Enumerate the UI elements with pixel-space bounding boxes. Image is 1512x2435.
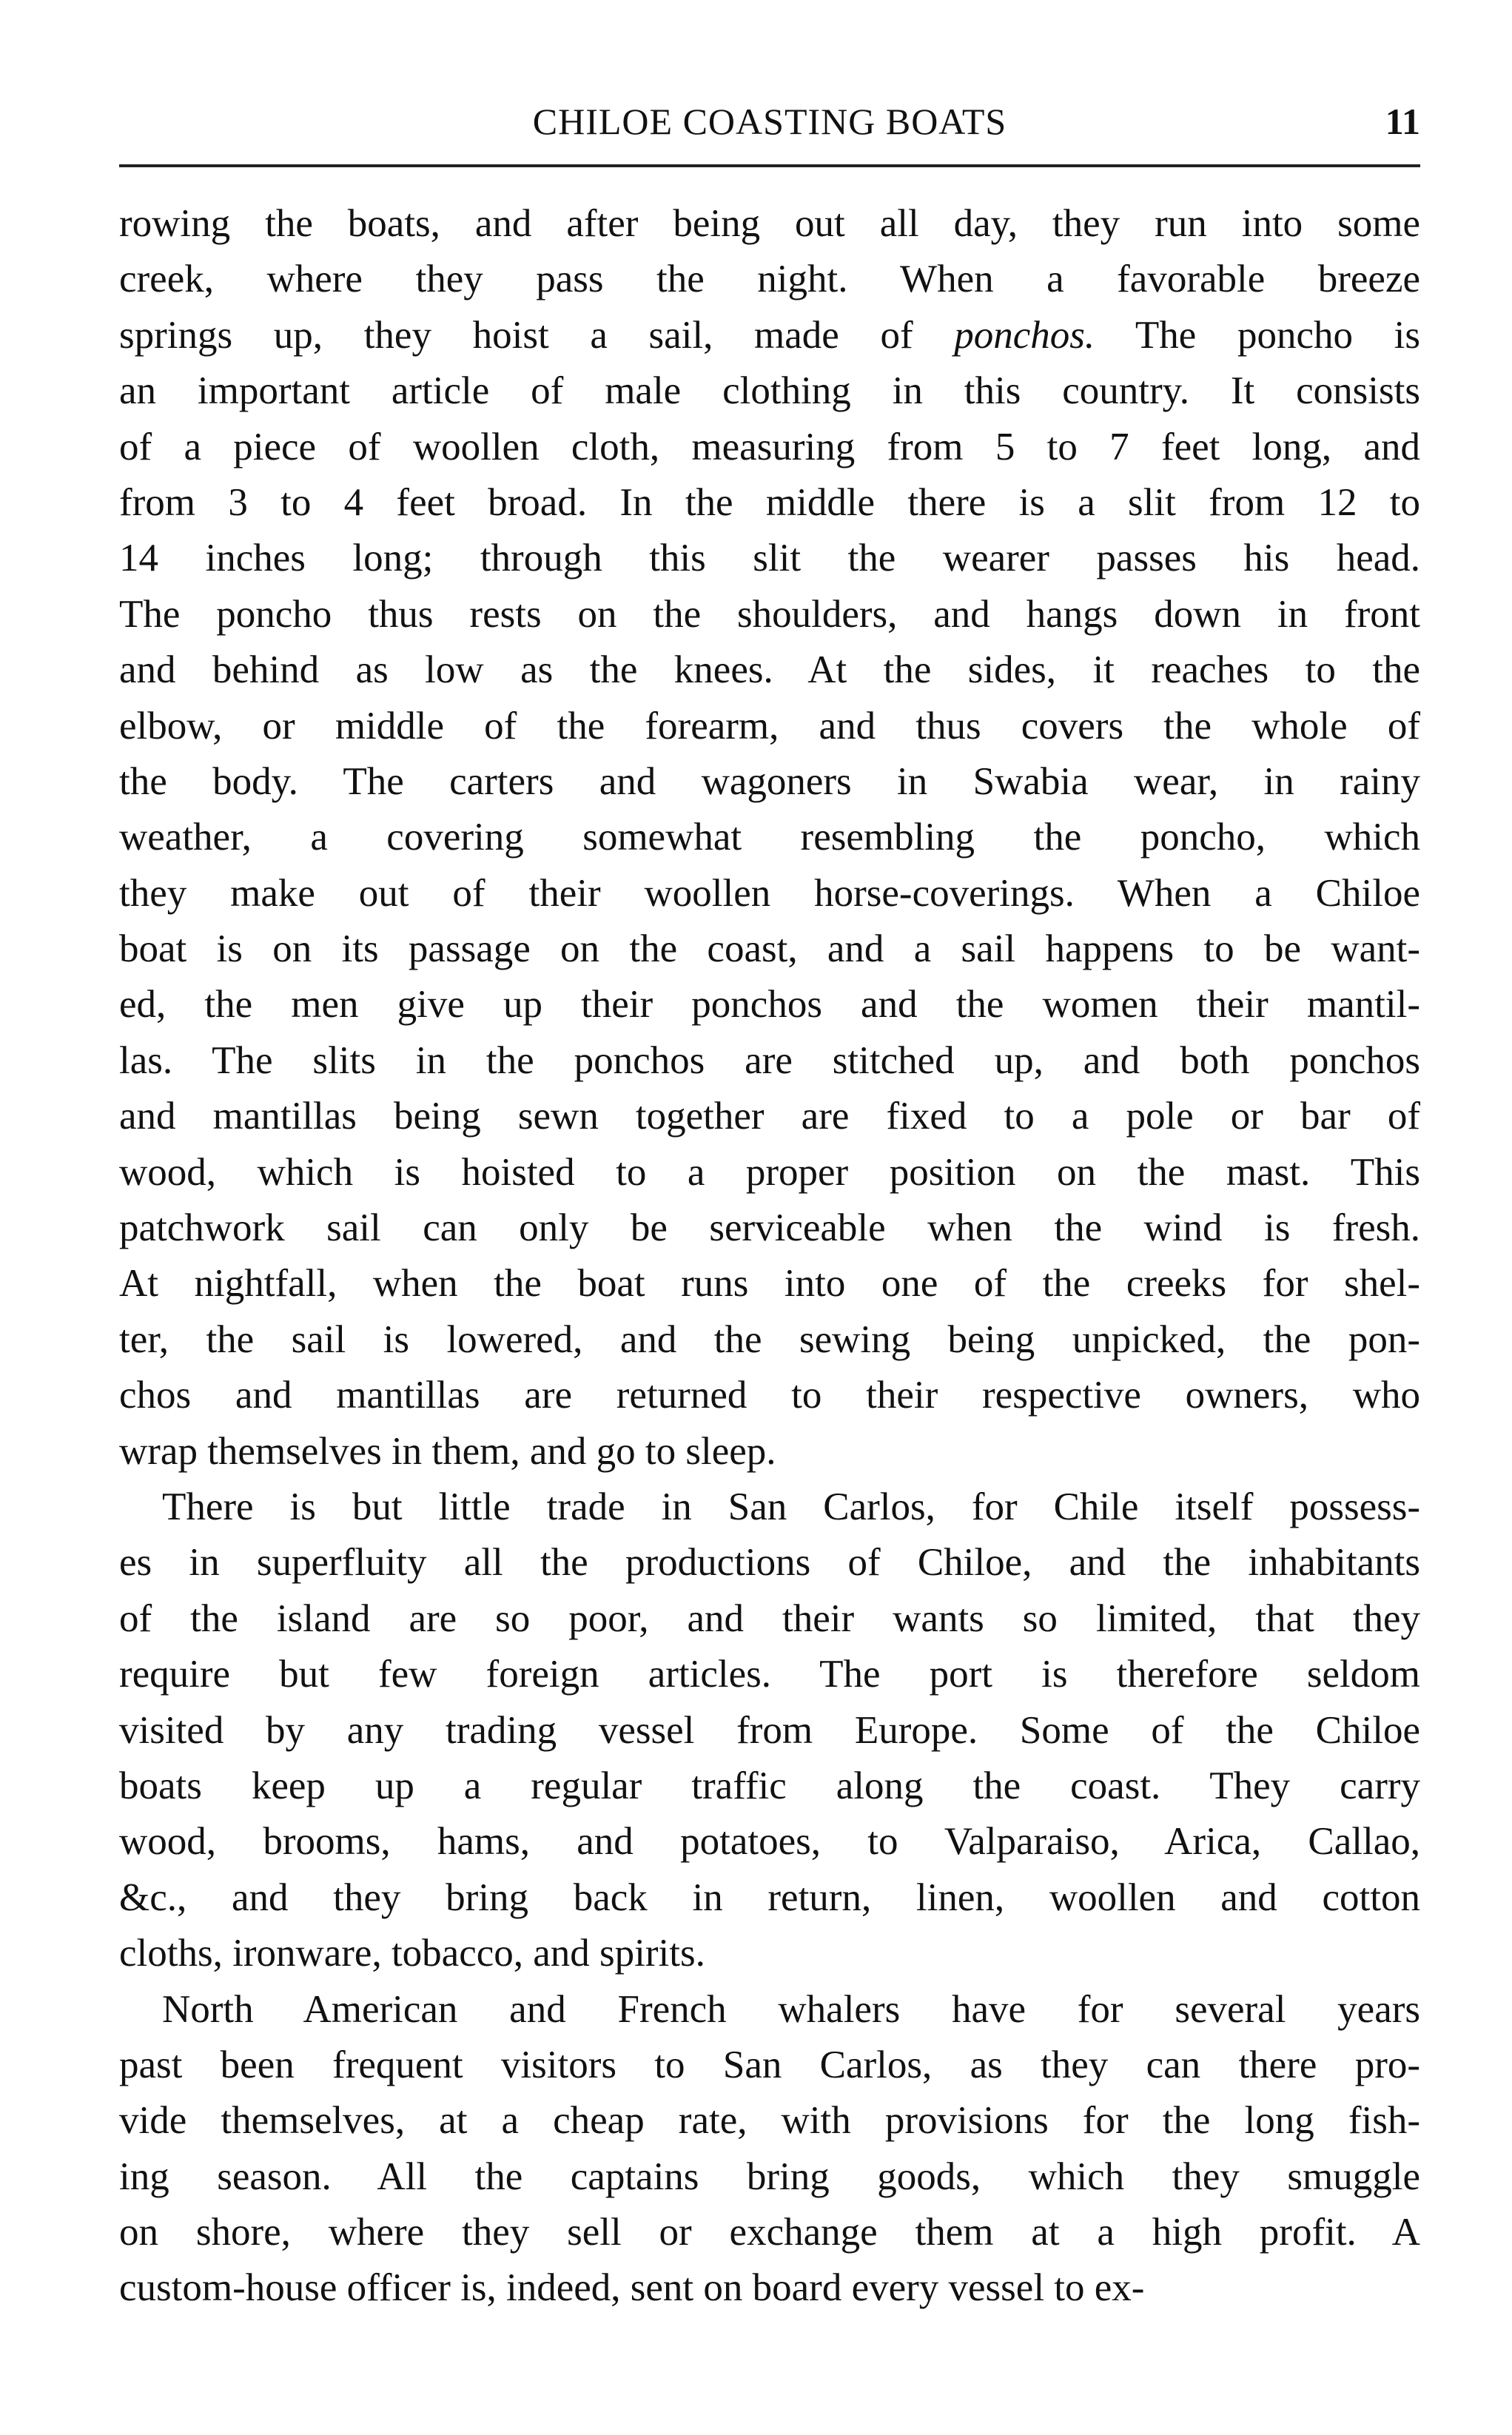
text-line: wood, brooms, hams, and potatoes, to Valparaiso, Arica, Callao, — [119, 1820, 1420, 1864]
text-line: creek, where they pass the night. When a favorable breeze — [119, 258, 1420, 301]
text-line: visited by any trading vessel from Europe. Some of the Chiloe — [119, 1708, 1420, 1752]
text-line: an important article of male clothing in this country. It consists — [119, 369, 1420, 413]
paragraph — [119, 196, 1420, 1480]
text-line: and behind as low as the knees. At the sides, it reaches to the — [119, 648, 1420, 692]
text-line: cloths, ironware, tobacco, and spirits. — [119, 1932, 705, 1975]
text-line: rowing the boats, and after being out all day, they run into some — [119, 202, 1420, 245]
text-line: require but few foreign articles. The port is therefore seldom — [119, 1653, 1420, 1696]
text-line: There is but little trade in San Carlos, for Chile itself possess- — [162, 1485, 1420, 1528]
text-line: 14 inches long; through this slit the wearer passes his head. — [119, 537, 1420, 580]
text-line: from 3 to 4 feet broad. In the middle there is a slit from 12 to — [119, 480, 1420, 524]
text-line: The poncho thus rests on the shoulders, and hangs down in front — [119, 592, 1420, 636]
body-text — [119, 196, 1420, 2317]
text-line: ing season. All the captains bring goods, which they smuggle — [119, 2154, 1420, 2198]
text-line: boats keep up a regular traffic along the coast. They carry — [119, 1764, 1420, 1807]
text-line: and mantillas being sewn together are fixed to a pole or bar of — [119, 1095, 1420, 1138]
text-line: custom-house officer is, indeed, sent on board every vessel to ex- — [119, 2266, 1145, 2310]
header-rule — [119, 164, 1420, 167]
text-line: es in superfluity all the productions of Chiloe, and the inhabitants — [119, 1541, 1420, 1585]
page-header — [119, 100, 1420, 152]
text-line: ed, the men give up their ponchos and the women their mantil- — [119, 983, 1420, 1027]
text-line: chos and mantillas are returned to their respective owners, who — [119, 1374, 1420, 1417]
running-title: CHILOE COASTING BOATS — [532, 101, 1007, 142]
text-line: las. The slits in the ponchos are stitched up, and both ponchos — [119, 1038, 1420, 1082]
text-line: vide themselves, at a cheap rate, with provisions for the long fish- — [119, 2099, 1420, 2143]
text-line: they make out of their woollen horse-coverings. When a Chiloe — [119, 871, 1420, 915]
text-line: patchwork sail can only be serviceable when the wind is fresh. — [119, 1206, 1420, 1250]
text-line: wrap themselves in them, and go to sleep. — [119, 1429, 776, 1473]
text-line: of a piece of woollen cloth, measuring from 5 to 7 feet long, and — [119, 425, 1420, 468]
text-line: of the island are so poor, and their wants so limited, that they — [119, 1596, 1420, 1640]
paragraph — [119, 1480, 1420, 1982]
text-line: the body. The carters and wagoners in Swabia wear, in rainy — [119, 759, 1420, 803]
text-line: past been frequent visitors to San Carlos, as they can there pro- — [119, 2043, 1420, 2086]
text-line: North American and French whalers have for several years — [162, 1987, 1420, 2031]
paragraph — [119, 1982, 1420, 2317]
text-line: on shore, where they sell or exchange them at a high profit. A — [119, 2211, 1420, 2254]
text-line: springs up, they hoist a sail, made of ponchos. The poncho is — [119, 313, 1420, 357]
text-line: boat is on its passage on the coast, and a sail happens to be want- — [119, 927, 1420, 971]
page-number: 11 — [1385, 101, 1420, 142]
text-line: ter, the sail is lowered, and the sewing being unpicked, the pon- — [119, 1317, 1420, 1361]
text-line: elbow, or middle of the forearm, and thus covers the whole of — [119, 704, 1420, 748]
text-line: wood, which is hoisted to a proper position on the mast. This — [119, 1150, 1420, 1194]
text-line: &c., and they bring back in return, linen, woollen and cotton — [119, 1875, 1420, 1919]
text-line: At nightfall, when the boat runs into one of the creeks for shel- — [119, 1262, 1420, 1306]
text-line: weather, a covering somewhat resembling the poncho, which — [119, 816, 1420, 859]
